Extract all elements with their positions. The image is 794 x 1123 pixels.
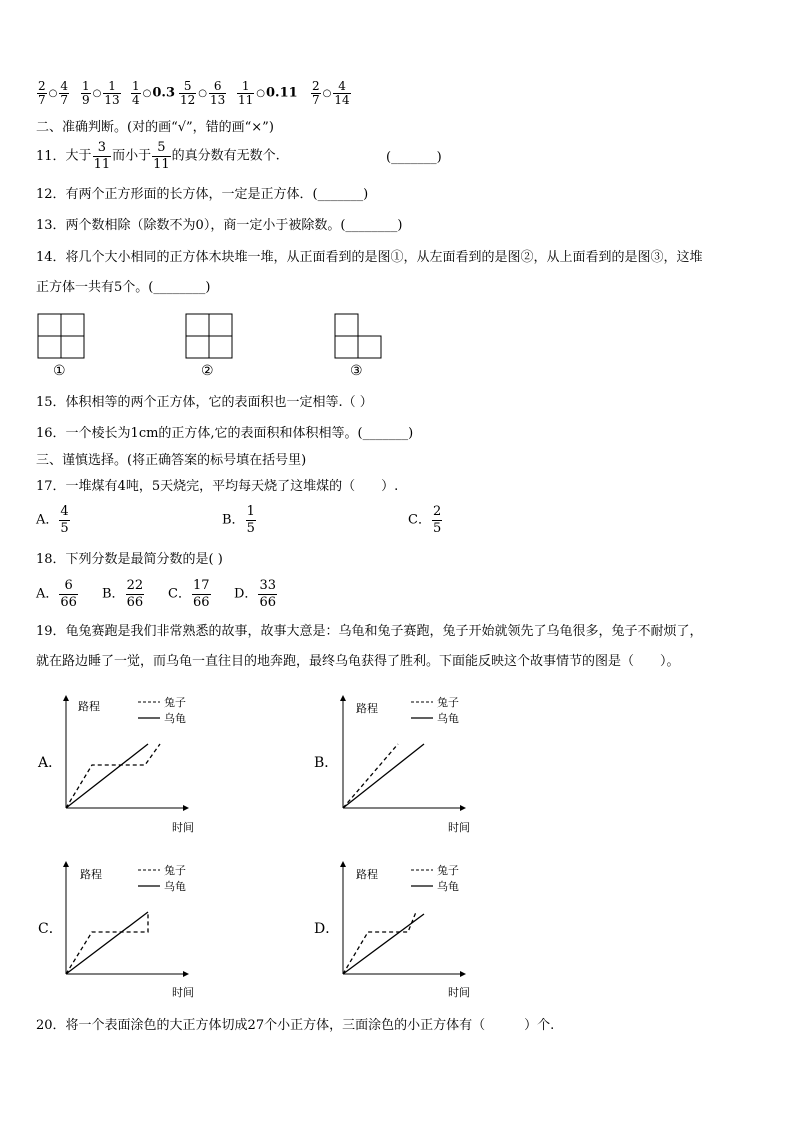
question-13: 13．两个数相除（除数不为0），商一定小于被除数。(________) [36, 218, 403, 233]
question-15: 15．体积相等的两个正方体，它的表面积也一定相等.（ ） [36, 395, 373, 410]
graph-c-y-label: 路程 [80, 868, 102, 881]
view-figures [0, 310, 794, 390]
graph-d-label[interactable]: D． [314, 921, 340, 937]
question-19-line-1: 19．龟兔赛跑是我们非常熟悉的故事，故事大意是：乌龟和兔子赛跑，兔子开始就领先了乌龟很多，兔子不耐烦了， [36, 624, 703, 639]
graph-c-legend-rabbit: 兔子 [164, 864, 186, 877]
graph-b-legend-rabbit: 兔子 [437, 696, 459, 709]
figure-2-label: ② [201, 363, 214, 379]
answer-blank-11[interactable]: (_______) [386, 150, 442, 165]
graph-b-legend-turtle: 乌龟 [437, 712, 459, 725]
question-11: 11．大于 $\frac{3}{11}$ 而小于 $\frac{5}{11}$ 的真分数有无数个. (_______) [36, 140, 442, 172]
graph-d-legend-turtle: 乌龟 [437, 880, 459, 893]
question-12: 12．有两个正方形面的长方体，一定是正方体．(_______) [36, 187, 369, 202]
graph-a-y-label: 路程 [78, 700, 100, 713]
q18-option-d[interactable]: D． $\frac{33}{66}$ [234, 578, 276, 610]
graph-d-x-label: 时间 [448, 986, 470, 999]
graph-a-legend-rabbit: 兔子 [164, 696, 186, 709]
q18-option-b[interactable]: B． $\frac{22}{66}$ [102, 578, 144, 610]
graph-b-y-label: 路程 [356, 702, 378, 715]
q17-option-a[interactable]: A． $\frac{4}{5}$ [36, 504, 69, 536]
question-14-line-1: 14．将几个大小相同的正方体木块堆一堆，从正面看到的是图①，从左面看到的是图②，从上面看到的是图③，这堆 [36, 250, 703, 265]
graph-a-label[interactable]: A． [38, 755, 63, 771]
comparison-6: $\frac{2}{7}$ ○ $\frac{4}{14}$ [312, 79, 350, 107]
question-19-line-2: 就在路边睡了一觉，而乌龟一直往目的地奔跑，最终乌龟获得了胜利。下面能反映这个故事情节的图是（ ）。 [36, 654, 680, 669]
question-16: 16．一个棱长为1cm的正方体,它的表面积和体积相等。(_______) [36, 426, 414, 441]
figure-2-left-view [186, 314, 232, 358]
graph-b-label[interactable]: B． [314, 755, 339, 771]
graph-c-label[interactable]: C． [38, 921, 63, 937]
graph-b-x-label: 时间 [448, 821, 470, 834]
figure-3-top-view [335, 314, 381, 358]
comparison-1: $\frac{2}{7}$ ○ $\frac{4}{7}$ [38, 79, 69, 107]
section-2-heading: 二、准确判断。(对的画“√”，错的画“×”) [36, 120, 274, 135]
figure-1-label: ① [53, 363, 66, 379]
q17-option-c[interactable]: C． $\frac{2}{5}$ [408, 504, 442, 536]
graph-d-legend-rabbit: 兔子 [437, 864, 459, 877]
section-3-heading: 三、谨慎选择。(将正确答案的标号填在括号里) [36, 453, 307, 468]
comparison-2: $\frac{1}{9}$ ○ $\frac{1}{13}$ [82, 79, 120, 107]
comparison-4: $\frac{5}{12}$ ○ $\frac{6}{13}$ [180, 79, 226, 107]
graph-a-x-label: 时间 [172, 821, 194, 834]
figure-1-front-view [38, 314, 84, 358]
question-18: 18．下列分数是最简分数的是( ) [36, 552, 223, 567]
question-14-line-2: 正方体一共有5个。(________) [36, 280, 211, 295]
graph-a-legend-turtle: 乌龟 [164, 712, 186, 725]
comparison-3: $\frac{1}{4}$ ○0.3 [132, 79, 175, 107]
comparison-5: $\frac{1}{11}$ ○0.11 [238, 79, 298, 107]
graph-c-legend-turtle: 乌龟 [164, 880, 186, 893]
race-graphs [0, 690, 794, 1010]
q18-option-a[interactable]: A． $\frac{6}{66}$ [36, 578, 77, 610]
figure-3-label: ③ [350, 363, 363, 379]
question-17: 17．一堆煤有4吨，5天烧完，平均每天烧了这堆煤的（ ）. [36, 479, 399, 494]
graph-d-y-label: 路程 [356, 868, 378, 881]
graph-c-x-label: 时间 [172, 986, 194, 999]
q18-option-c[interactable]: C． $\frac{17}{66}$ [168, 578, 210, 610]
question-20: 20．将一个表面涂色的大正方体切成27个小正方体，三面涂色的小正方体有（ ）个. [36, 1018, 555, 1033]
q17-option-b[interactable]: B． $\frac{1}{5}$ [222, 504, 255, 536]
